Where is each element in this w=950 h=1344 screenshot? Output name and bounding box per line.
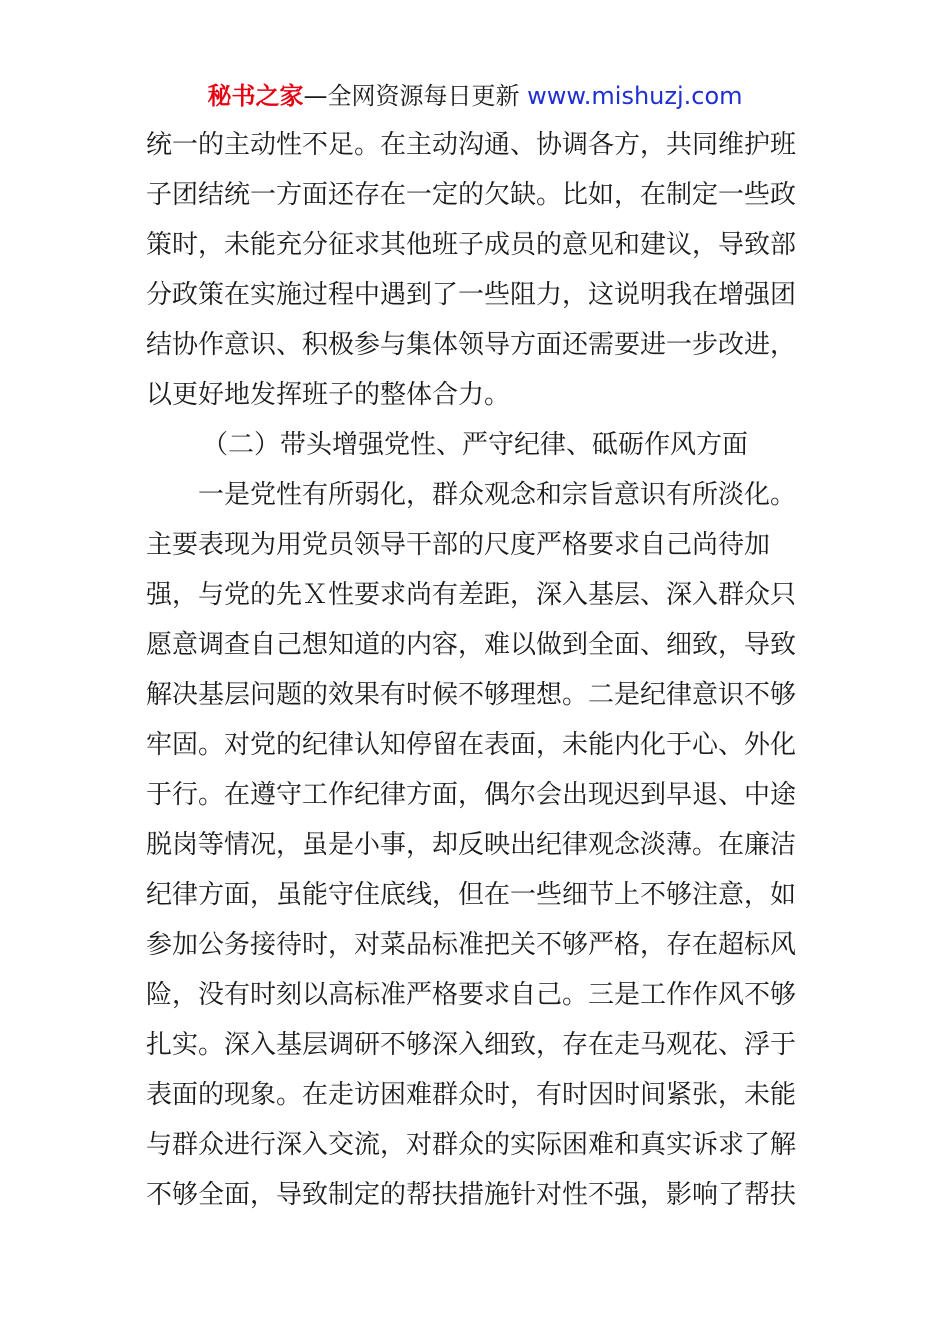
text-line: 于行。在遵守工作纪律方面，偶尔会出现迟到早退、中途 bbox=[146, 780, 797, 810]
document-header bbox=[0, 80, 950, 112]
section-heading: （二）带头增强党性、严守纪律、砥砺作风方面 bbox=[202, 430, 749, 460]
header-brand: 秘书之家 bbox=[207, 82, 304, 110]
text-line: 策时，未能充分征求其他班子成员的意见和建议，导致部 bbox=[146, 230, 797, 260]
text-line: 表面的现象。在走访困难群众时，有时因时间紧张，未能 bbox=[146, 1080, 797, 1110]
text-line: 结协作意识、积极参与集体领导方面还需要进一步改进， bbox=[146, 330, 797, 360]
text-line: 愿意调查自己想知道的内容，难以做到全面、细致，导致 bbox=[146, 630, 797, 660]
text-line: 主要表现为用党员领导干部的尺度严格要求自己尚待加 bbox=[146, 530, 771, 560]
text-line: 统一的主动性不足。在主动沟通、协调各方，共同维护班 bbox=[146, 130, 797, 160]
text-line: 分政策在实施过程中遇到了一些阻力，这说明我在增强团 bbox=[146, 280, 797, 310]
header-tagline: —全网资源每日更新 bbox=[303, 82, 528, 110]
text-line: 以更好地发挥班子的整体合力。 bbox=[146, 380, 511, 410]
text-line: 与群众进行深入交流，对群众的实际困难和真实诉求了解 bbox=[146, 1130, 797, 1160]
text-line: 牢固。对党的纪律认知停留在表面，未能内化于心、外化 bbox=[146, 730, 797, 760]
text-line: 强，与党的先Ｘ性要求尚有差距，深入基层、深入群众只 bbox=[146, 580, 797, 610]
paragraph-first-line: 一是党性有所弱化，群众观念和宗旨意识有所淡化。 bbox=[198, 480, 797, 510]
text-line: 参加公务接待时，对菜品标准把关不够严格，存在超标风 bbox=[146, 930, 797, 960]
text-line: 纪律方面，虽能守住底线，但在一些细节上不够注意，如 bbox=[146, 880, 797, 910]
text-line: 脱岗等情况，虽是小事，却反映出纪律观念淡薄。在廉洁 bbox=[146, 830, 797, 860]
text-line: 解决基层问题的效果有时候不够理想。二是纪律意识不够 bbox=[146, 680, 797, 710]
text-line: 子团结统一方面还存在一定的欠缺。比如，在制定一些政 bbox=[146, 180, 797, 210]
text-line: 险，没有时刻以高标准严格要求自己。三是工作作风不够 bbox=[146, 980, 797, 1010]
text-line: 扎实。深入基层调研不够深入细致，存在走马观花、浮于 bbox=[146, 1030, 797, 1060]
text-line: 不够全面，导致制定的帮扶措施针对性不强，影响了帮扶 bbox=[146, 1180, 797, 1210]
header-site-link[interactable]: www.mishuzj.com bbox=[527, 82, 743, 110]
